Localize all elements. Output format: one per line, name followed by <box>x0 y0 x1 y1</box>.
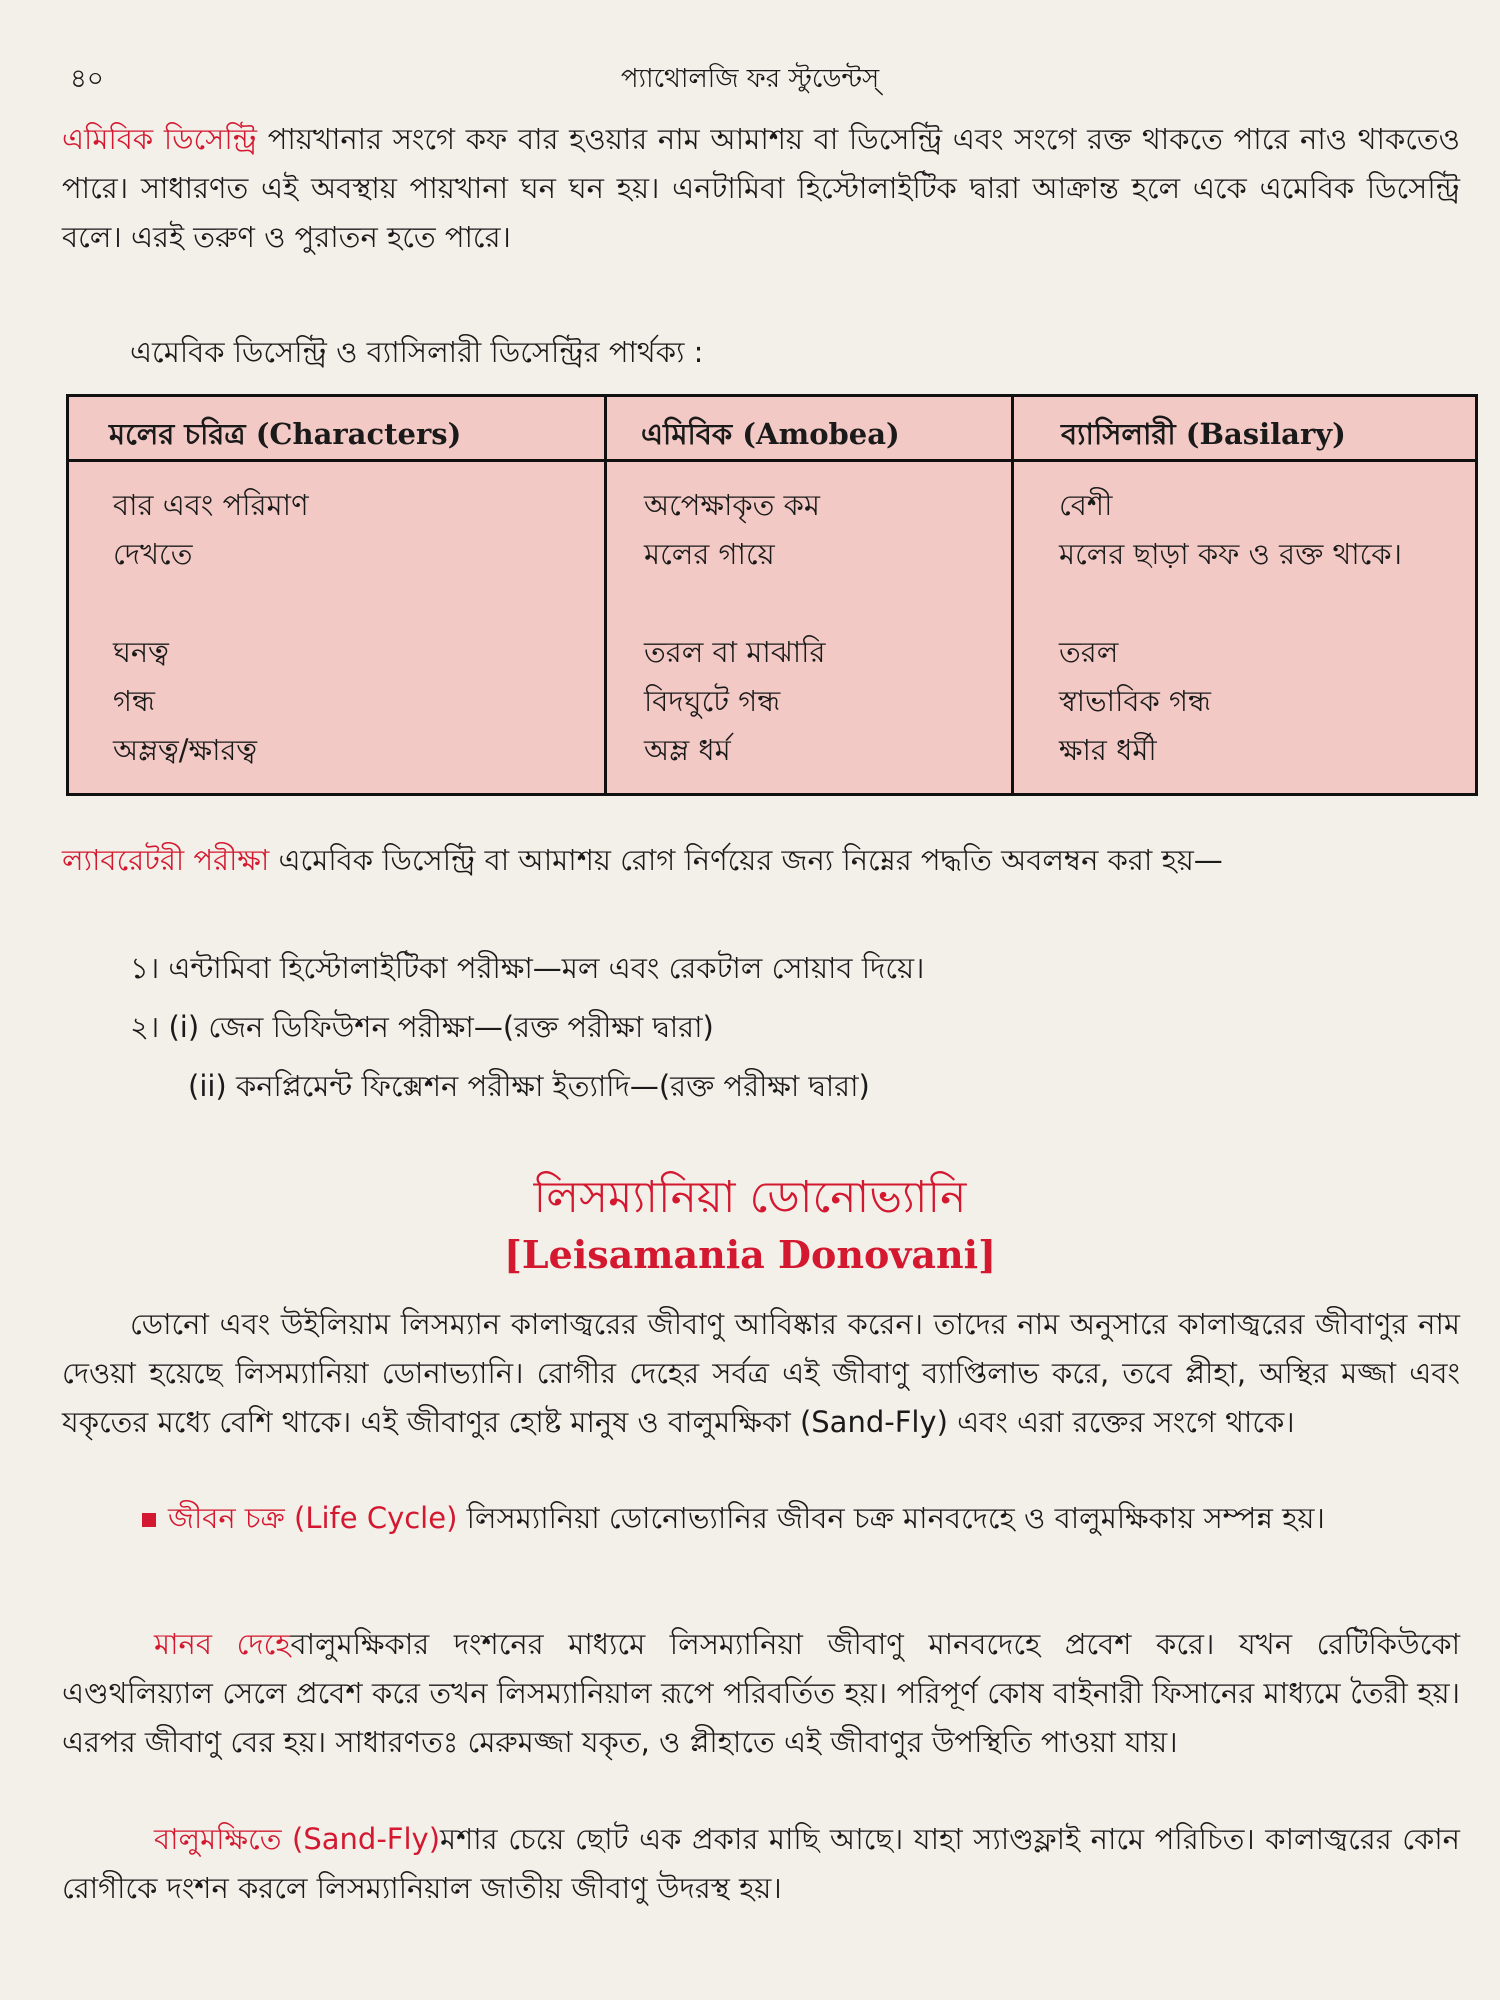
comparison-table <box>66 394 1478 796</box>
intro-text: পায়খানার সংগে কফ বার হওয়ার নাম আমাশয় বা ডিসেন্ট্রি এবং সংগে রক্ত থাকতে পারে নাও থাকতেও পারে। সাধারণত এই অবস্থায় পায়খানা ঘন ঘন হয়। এনটামিবা হিস্টোলাইটিক দ্বারা আক্রান্ত হলে একে এমেবিক ডিসেন্ট্রি বলে। এরই তরুণ ও পুরাতন হতে পারে। <box>62 122 1461 254</box>
table-col-divider <box>604 397 607 793</box>
table-cell: অম্ল ধর্ম <box>644 733 731 767</box>
human-body-text: বালুমক্ষিকার দংশনের মাধ্যমে লিসম্যানিয়া জীবাণু মানবদেহে প্রবেশ করে। যখন রেটিকিউকো এণ্ডথলিয়্যাল সেলে প্রবেশ করে তখন লিসম্যানিয়াল রূপে পরিবর্তিত হয়। পরিপূর্ণ কোষ বাইনারী ফিসানের মাধ্যমে তৈরী হয়। এরপর জীবাণু বের হয়। সাধারণতঃ মেরুমজ্জা যকৃত, ও প্লীহাতে এই জীবাণুর উপস্থিতি পাওয়া যায়। <box>62 1627 1460 1759</box>
running-title: প্যাথোলজি ফর স্টুডেন্টস্ <box>620 64 880 94</box>
page-header <box>70 58 1430 98</box>
table-cell: স্বাভাবিক গন্ধ <box>1059 684 1211 718</box>
sandfly-term: বালুমক্ষিতে (Sand-Fly) <box>154 1822 441 1856</box>
table-header-characters: মলের চরিত্র (Characters) <box>109 417 462 451</box>
lab-item-3: (ii) কনপ্লিমেন্ট ফিক্সেশন পরীক্ষা ইত্যাদি—(রক্ত পরীক্ষা দ্বারা) <box>188 1069 870 1103</box>
life-cycle-text: লিসম্যানিয়া ডোনোভ্যানির জীবন চক্র মানবদেহে ও বালুমক্ষিকায় সম্পন্ন হয়। <box>466 1501 1325 1535</box>
life-cycle-paragraph <box>62 1494 1460 1543</box>
sandfly-text: মশার চেয়ে ছোট এক প্রকার মাছি আছে। যাহা স্যাণ্ডফ্লাই নামে পরিচিত। কালাজ্বরের কোন রোগীকে দংশন করলে লিসম্যানিয়াল জাতীয় জীবাণু উদরস্থ হয়। <box>62 1822 1460 1905</box>
square-bullet-icon <box>142 1513 156 1527</box>
lab-term: ল্যাবরেটরী পরীক্ষা <box>62 843 270 877</box>
lab-paragraph <box>62 836 1460 885</box>
table-caption: এমেবিক ডিসেন্ট্রি ও ব্যাসিলারী ডিসেন্ট্রির পার্থক্য : <box>130 335 704 369</box>
table-cell: অপেক্ষাকৃত কম <box>644 488 821 522</box>
table-cell: তরল বা মাঝারি <box>644 635 826 669</box>
table-cell: মলের ছাড়া কফ ও রক্ত থাকে। <box>1059 537 1402 571</box>
page-number: ৪০ <box>70 64 104 94</box>
intro-paragraph <box>62 115 1460 262</box>
table-header-bacillary: ব্যাসিলারী (Basilary) <box>1061 417 1346 451</box>
table-col-divider <box>1011 397 1014 793</box>
table-cell: তরল <box>1059 635 1119 669</box>
table-cell: মলের গায়ে <box>644 537 775 571</box>
lab-text: এমেবিক ডিসেন্ট্রি বা আমাশয় রোগ নির্ণয়ের জন্য নিম্নের পদ্ধতি অবলম্বন করা হয়— <box>278 843 1223 877</box>
lab-item-2: ২। (i) জেন ডিফিউশন পরীক্ষা—(রক্ত পরীক্ষা দ্বারা) <box>130 1010 714 1044</box>
table-cell: বিদঘুটে গন্ধ <box>644 684 781 718</box>
table-cell: বেশী <box>1059 488 1113 522</box>
table-cell: অম্লত্ব/ক্ষারত্ব <box>113 733 258 767</box>
life-cycle-term: জীবন চক্র (Life Cycle) <box>168 1501 458 1535</box>
table-cell: গন্ধ <box>113 684 155 718</box>
section-title-english: [Leisamania Donovani] <box>503 1232 997 1277</box>
table-header-amoeba: এমিবিক (Amobea) <box>641 417 900 451</box>
intro-leishmania-paragraph: ডোনো এবং উইলিয়াম লিসম্যান কালাজ্বরের জীবাণু আবিষ্কার করেন। তাদের নাম অনুসারে কালাজ্বরের জীবাণুর নাম দেওয়া হয়েছে লিসম্যানিয়া ডোনাভ্যানি। রোগীর দেহের সর্বত্র এই জীবাণু ব্যাপ্তিলাভ করে, তবে প্লীহা, অস্থির মজ্জা এবং যকৃতের মধ্যে বেশি থাকে। এই জীবাণুর হোষ্ট মানুষ ও বালুমক্ষিকা (Sand-Fly) এবং এরা রক্তের সংগে থাকে। <box>62 1307 1460 1439</box>
table-cell: দেখতে <box>113 537 193 571</box>
sandfly-paragraph <box>62 1815 1460 1913</box>
human-body-term: মানব দেহে <box>154 1627 291 1661</box>
table-cell: বার এবং পরিমাণ <box>113 488 309 522</box>
table-cell: ঘনত্ব <box>113 635 169 669</box>
section-title-bengali: লিসম্যানিয়া ডোনোভ্যানি <box>533 1172 967 1223</box>
table-cell: ক্ষার ধর্মী <box>1059 733 1157 767</box>
human-body-paragraph <box>62 1620 1460 1767</box>
intro-term: এমিবিক ডিসেন্ট্রি <box>62 122 258 156</box>
lab-item-1: ১। এন্টামিবা হিস্টোলাইটিকা পরীক্ষা—মল এবং রেকটাল সোয়াব দিয়ে। <box>130 951 925 985</box>
